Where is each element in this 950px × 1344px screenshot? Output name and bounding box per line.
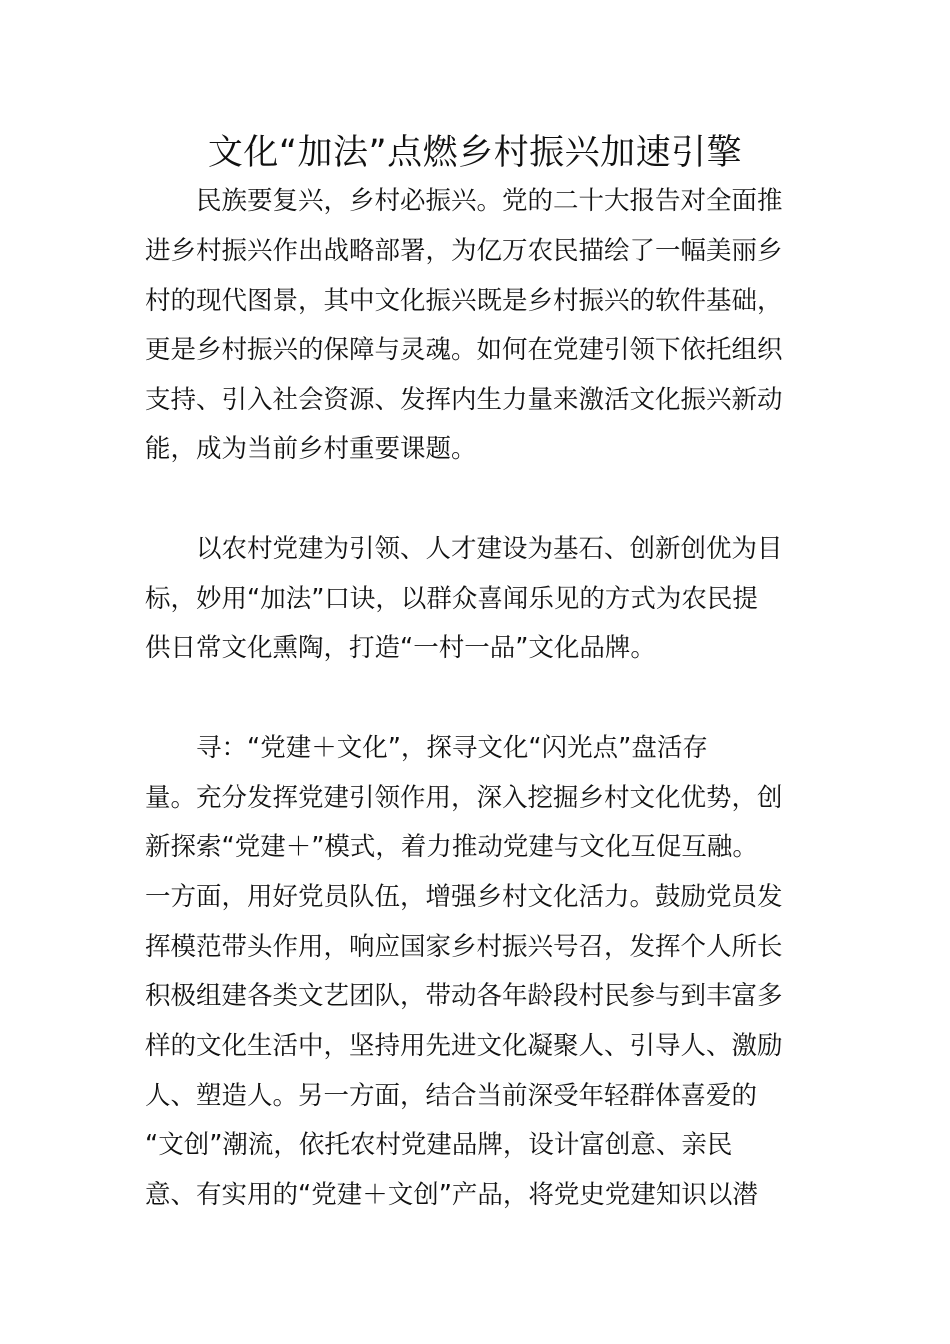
paragraph-line: 标，妙用“加法”口诀，以群众喜闻乐见的方式为农民提 — [145, 584, 758, 614]
paragraph-line: 进乡村振兴作出战略部署，为亿万农民描绘了一幅美丽乡 — [145, 236, 783, 266]
paragraph-line: 样的文化生活中，坚持用先进文化凝聚人、引导人、激励 — [145, 1031, 783, 1061]
paragraph-line: 挥模范带头作用，响应国家乡村振兴号召，发挥个人所长 — [145, 932, 783, 962]
paragraph-line: 一方面，用好党员队伍，增强乡村文化活力。鼓励党员发 — [145, 882, 783, 912]
paragraph-line: 积极组建各类文艺团队，带动各年龄段村民参与到丰富多 — [145, 981, 783, 1011]
paragraph-line: 量。充分发挥党建引领作用，深入挖掘乡村文化优势，创 — [145, 783, 783, 813]
document-title: 文化“加法”点燃乡村振兴加速引擎 — [207, 133, 743, 173]
paragraph-line: 新探索“党建＋”模式，着力推动党建与文化互促互融。 — [145, 832, 758, 862]
paragraph-line: 人、塑造人。另一方面，结合当前深受年轻群体喜爱的 — [145, 1081, 758, 1111]
paragraph-line: 能，成为当前乡村重要课题。 — [145, 434, 477, 464]
paragraph-line: 民族要复兴，乡村必振兴。党的二十大报告对全面推 — [196, 186, 783, 216]
paragraph-line: 支持、引入社会资源、发挥内生力量来激活文化振兴新动 — [145, 385, 783, 415]
paragraph-line: 意、有实用的“党建＋文创”产品，将党史党建知识以潜 — [145, 1180, 758, 1210]
paragraph-line: 村的现代图景，其中文化振兴既是乡村振兴的软件基础， — [145, 286, 783, 316]
paragraph-line: 供日常文化熏陶，打造“一村一品”文化品牌。 — [145, 633, 656, 663]
paragraph-line: 以农村党建为引领、人才建设为基石、创新创优为目 — [196, 534, 783, 564]
paragraph-line: 寻：“党建＋文化”，探寻文化“闪光点”盘活存 — [196, 733, 708, 763]
paragraph-line: 更是乡村振兴的保障与灵魂。如何在党建引领下依托组织 — [145, 335, 783, 365]
paragraph-line: “文创”潮流，依托农村党建品牌，设计富创意、亲民 — [145, 1130, 733, 1160]
